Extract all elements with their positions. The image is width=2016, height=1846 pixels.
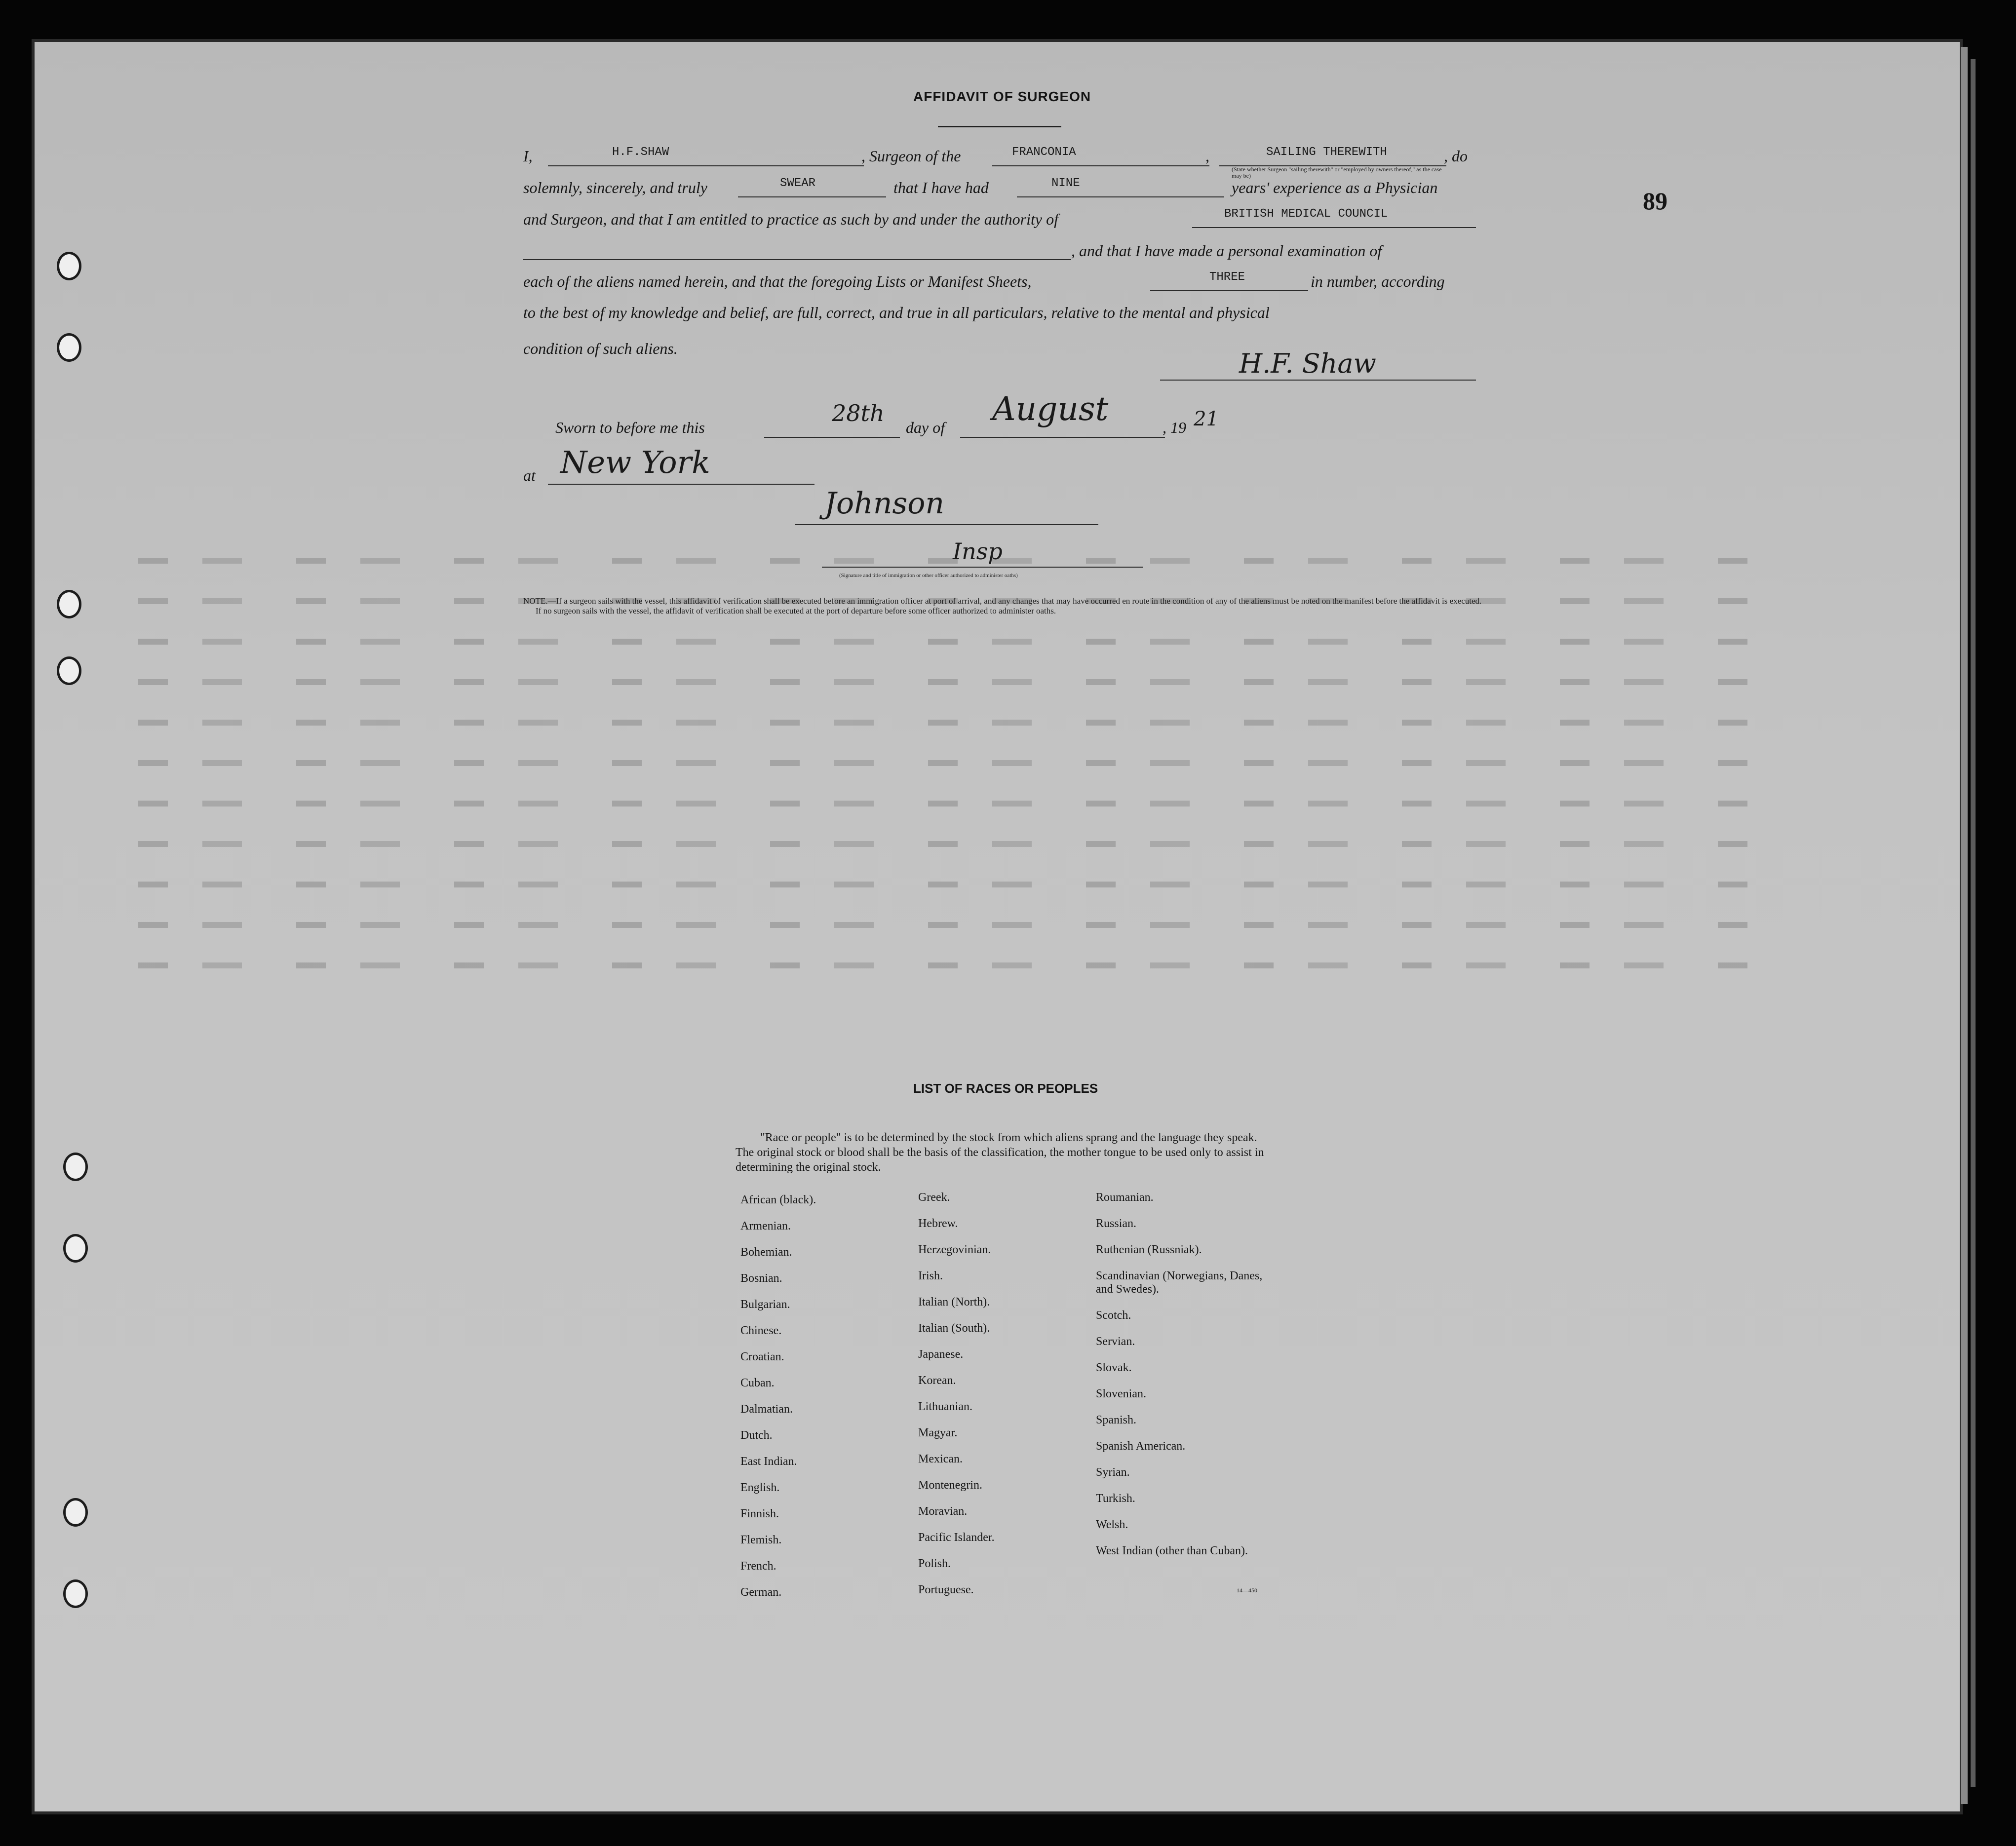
race-item: West Indian (other than Cuban). bbox=[1096, 1544, 1248, 1557]
race-item: Slovenian. bbox=[1096, 1387, 1146, 1400]
binder-hole bbox=[57, 590, 81, 618]
race-item: German. bbox=[740, 1586, 782, 1599]
page-number: 89 bbox=[1643, 187, 1667, 215]
note-line-1: NOTE.—If a surgeon sails with the vessel, this affidavit of verification shall be executed before an immigration officer at port of arrival, and any changes that may have occurred en route in the condition of any of the aliens must be noted on the manifest before the affidavit is executed. bbox=[523, 596, 1482, 606]
sworn-year: 21 bbox=[1194, 408, 1219, 430]
bleed-through-text bbox=[138, 523, 1767, 1007]
officer-title: Insp bbox=[953, 538, 1003, 565]
race-item: Finnish. bbox=[740, 1507, 779, 1520]
officer-signature: Johnson bbox=[824, 486, 945, 521]
form-number: 14—450 bbox=[1237, 1587, 1257, 1594]
sworn-place: New York bbox=[560, 444, 710, 480]
race-item: Cuban. bbox=[740, 1377, 775, 1389]
status-note: (State whether Surgeon "sailing therewith" or "employed by owners thereof," as the case may be) bbox=[1232, 166, 1442, 179]
race-item: Scotch. bbox=[1096, 1309, 1131, 1322]
race-item: Bohemian. bbox=[740, 1246, 792, 1259]
text-surgeon-of: , Surgeon of the bbox=[861, 147, 961, 165]
surgeon-name-field bbox=[548, 146, 864, 166]
years-field bbox=[1017, 177, 1224, 197]
text-each: each of the aliens named herein, and that the foregoing Lists or Manifest Sheets, bbox=[523, 272, 1032, 290]
text-years-exp: years' experience as a Physician bbox=[1232, 179, 1438, 196]
race-item: English. bbox=[740, 1481, 780, 1494]
race-item: Dalmatian. bbox=[740, 1403, 793, 1416]
race-item: Japanese. bbox=[918, 1348, 964, 1361]
race-item: Russian. bbox=[1096, 1217, 1137, 1230]
text-in-number: in number, according bbox=[1311, 272, 1445, 290]
race-item: Moravian. bbox=[918, 1505, 968, 1518]
race-item: Welsh. bbox=[1096, 1518, 1128, 1531]
binder-hole bbox=[63, 1498, 88, 1527]
binder-hole bbox=[57, 252, 81, 280]
race-item: Italian (North). bbox=[918, 1296, 990, 1308]
race-item: Irish. bbox=[918, 1269, 943, 1282]
race-item: Spanish American. bbox=[1096, 1440, 1186, 1453]
text-best: to the best of my knowledge and belief, are full, correct, and true in all particulars, relative to the mental and physical bbox=[523, 304, 1270, 321]
race-item: Bosnian. bbox=[740, 1272, 782, 1285]
race-item: Magyar. bbox=[918, 1426, 958, 1439]
text-i: I, bbox=[523, 147, 533, 165]
text-solemnly: solemnly, sincerely, and truly bbox=[523, 179, 707, 196]
race-item: Servian. bbox=[1096, 1335, 1135, 1348]
race-item: East Indian. bbox=[740, 1455, 797, 1468]
race-item: Turkish. bbox=[1096, 1492, 1135, 1505]
officer-caption: (Signature and title of immigration or other officer authorized to administer oaths) bbox=[839, 573, 1018, 578]
page-edge-shadow bbox=[1971, 59, 1976, 1787]
vessel-name: FRANCONIA bbox=[1012, 146, 1076, 159]
race-item: Greek. bbox=[918, 1191, 950, 1204]
text-day-of: day of bbox=[906, 419, 945, 436]
years-experience: NINE bbox=[1051, 177, 1080, 190]
sheets-count: THREE bbox=[1209, 270, 1245, 284]
races-column-1 bbox=[740, 1193, 816, 1612]
race-item: Bulgarian. bbox=[740, 1298, 790, 1311]
affidavit-title: AFFIDAVIT OF SURGEON bbox=[913, 89, 1091, 104]
races-intro: "Race or people" is to be determined by the stock from which aliens sprang and the language they speak. The original stock or blood shall be the basis of the classification, the mother tongue to be used only to assist in determining the original stock. bbox=[736, 1131, 1264, 1174]
race-item: Italian (South). bbox=[918, 1322, 990, 1335]
races-title: LIST OF RACES OR PEOPLES bbox=[913, 1081, 1098, 1096]
authority-field-2 bbox=[523, 239, 1071, 260]
text-personal: , and that I have made a personal examination of bbox=[1071, 242, 1382, 260]
race-item: Syrian. bbox=[1096, 1466, 1130, 1479]
surgeon-name: H.F.SHAW bbox=[612, 146, 669, 159]
oath-word: SWEAR bbox=[780, 177, 816, 190]
binder-hole bbox=[63, 1234, 88, 1263]
race-item: Korean. bbox=[918, 1374, 956, 1387]
race-item: Armenian. bbox=[740, 1220, 791, 1232]
race-item: Pacific Islander. bbox=[918, 1531, 995, 1544]
sworn-day: 28th bbox=[832, 400, 885, 426]
text-do: , do bbox=[1444, 147, 1468, 165]
sworn-month: August bbox=[992, 390, 1109, 428]
race-item: Montenegrin. bbox=[918, 1479, 982, 1492]
race-item: Lithuanian. bbox=[918, 1400, 972, 1413]
race-item: Scandinavian (Norwegians, Danes, and Swedes). bbox=[1096, 1269, 1263, 1296]
text-year-prefix: , 19 bbox=[1163, 419, 1186, 436]
binder-hole bbox=[63, 1153, 88, 1181]
race-item: Hebrew. bbox=[918, 1217, 958, 1230]
race-item: Roumanian. bbox=[1096, 1191, 1154, 1204]
authority: BRITISH MEDICAL COUNCIL bbox=[1224, 207, 1388, 221]
race-item: Flemish. bbox=[740, 1534, 782, 1546]
race-item: Herzegovinian. bbox=[918, 1243, 991, 1256]
race-item: French. bbox=[740, 1560, 776, 1573]
race-item: Mexican. bbox=[918, 1453, 963, 1465]
text-that-i-have: that I have had bbox=[893, 179, 989, 196]
surgeon-signature: H.F. Shaw bbox=[1239, 348, 1376, 379]
text-condition: condition of such aliens. bbox=[523, 340, 678, 357]
race-item: African (black). bbox=[740, 1193, 816, 1206]
binder-hole bbox=[57, 656, 81, 685]
text-sworn: Sworn to before me this bbox=[555, 419, 705, 436]
page-edge bbox=[1961, 47, 1968, 1804]
race-item: Croatian. bbox=[740, 1350, 784, 1363]
race-item: Ruthenian (Russniak). bbox=[1096, 1243, 1202, 1256]
binder-hole bbox=[57, 333, 81, 362]
races-column-2 bbox=[918, 1191, 995, 1610]
text-comma: , bbox=[1205, 147, 1209, 165]
text-and-surgeon: and Surgeon, and that I am entitled to practice as such by and under the authority of bbox=[523, 210, 1058, 228]
title-rule bbox=[938, 126, 1061, 127]
race-item: Dutch. bbox=[740, 1429, 773, 1442]
race-item: Slovak. bbox=[1096, 1361, 1132, 1374]
text-at: at bbox=[523, 466, 536, 484]
race-item: Polish. bbox=[918, 1557, 951, 1570]
affidavit-note bbox=[523, 596, 1511, 616]
races-column-3 bbox=[1096, 1191, 1274, 1584]
surgeon-status: SAILING THEREWITH bbox=[1266, 146, 1387, 159]
race-item: Chinese. bbox=[740, 1324, 782, 1337]
note-line-2: If no surgeon sails with the vessel, the affidavit of verification shall be executed at the port of departure before some officer authorized to administer oaths. bbox=[536, 606, 1056, 615]
race-item: Portuguese. bbox=[918, 1583, 974, 1596]
binder-hole bbox=[63, 1579, 88, 1608]
race-item: Spanish. bbox=[1096, 1414, 1137, 1426]
